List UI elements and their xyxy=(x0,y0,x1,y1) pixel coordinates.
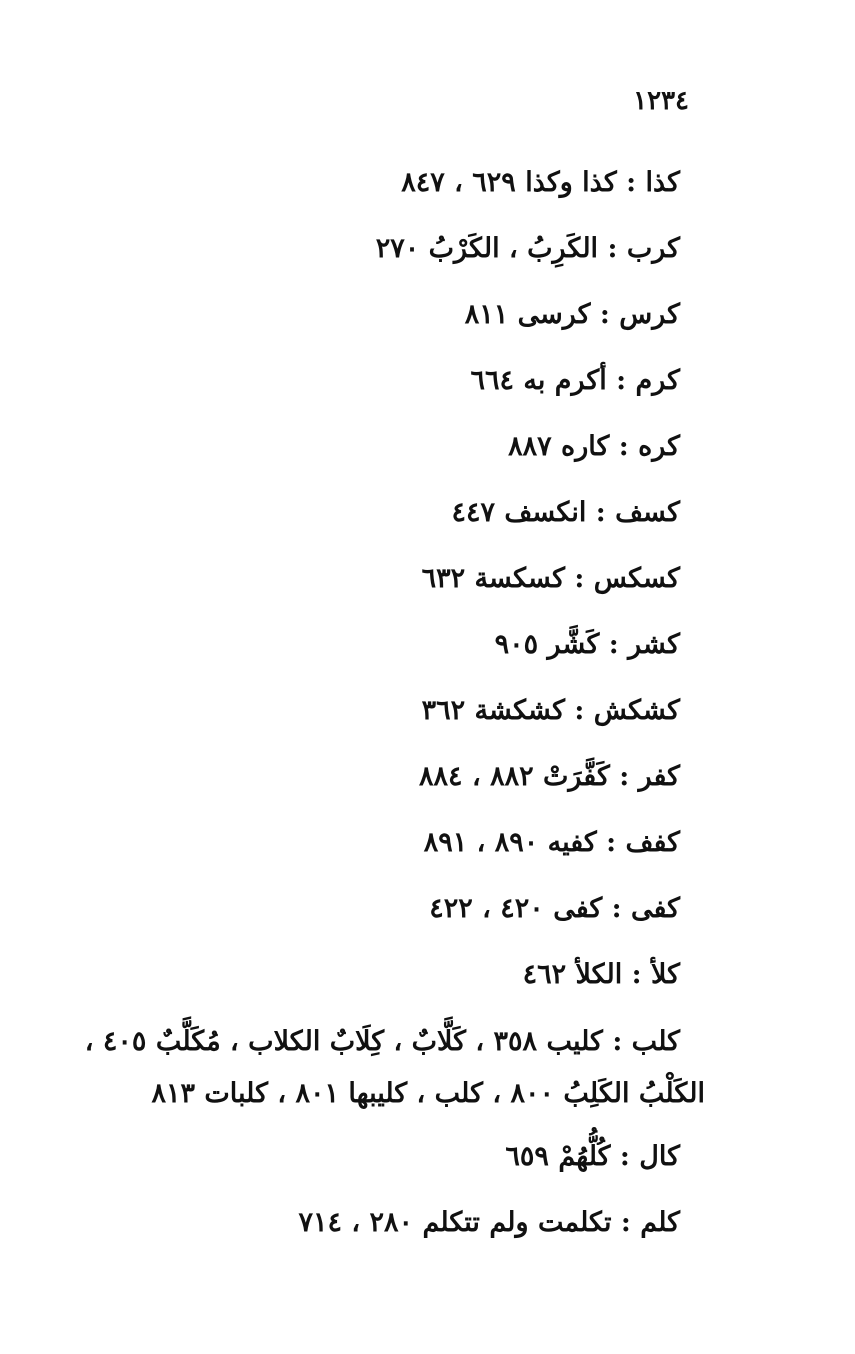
index-entry: كفف : كفيه ٨٩٠ ، ٨٩١ xyxy=(423,827,680,858)
index-entry: كلم : تكلمت ولم تتكلم ٢٨٠ ، ٧١٤ xyxy=(298,1207,680,1238)
index-entry: كفى : كفى ٤٢٠ ، ٤٢٢ xyxy=(429,893,680,924)
index-entry: كفر : كَفَّرَتْ ٨٨٢ ، ٨٨٤ xyxy=(419,761,680,792)
index-entry: كال : كُلُّهُمْ ٦٥٩ xyxy=(505,1141,680,1172)
index-entry: كسكس : كسكسة ٦٣٢ xyxy=(421,563,680,594)
index-entry: كره : كاره ٨٨٧ xyxy=(508,431,680,462)
index-entry: كرم : أكرم به ٦٦٤ xyxy=(470,365,680,396)
index-entry: كرس : كرسى ٨١١ xyxy=(464,299,680,330)
index-entry: كشر : كَشَّر ٩٠٥ xyxy=(494,629,680,660)
index-entry: كرب : الكَرِبُ ، الكَرْبُ ٢٧٠ xyxy=(375,233,680,264)
index-entry: كذا : كذا وكذا ٦٢٩ ، ٨٤٧ xyxy=(401,167,680,198)
index-entry: كلأ : الكلأ ٤٦٢ xyxy=(522,959,680,990)
index-entry: كسف : انكسف ٤٤٧ xyxy=(451,497,680,528)
index-entry: كشكش : كشكشة ٣٦٢ xyxy=(421,695,680,726)
index-entry-kalb-line-2: الكَلْبُ الكَلِبُ ٨٠٠ ، كلب ، كليبها ٨٠١ ، كلبات ٨١٣ xyxy=(151,1078,705,1109)
index-entry-kalb-line-1: كلب : كليب ٣٥٨ ، كَلَّابٌ ، كِلَابٌ الكلاب ، مُكَلَّبٌ ٤٠٥ ، xyxy=(84,1026,680,1057)
index-entries xyxy=(80,150,705,1256)
page-number: ١٢٣٤ xyxy=(633,86,689,116)
index-entry-kalb xyxy=(45,1008,725,1124)
